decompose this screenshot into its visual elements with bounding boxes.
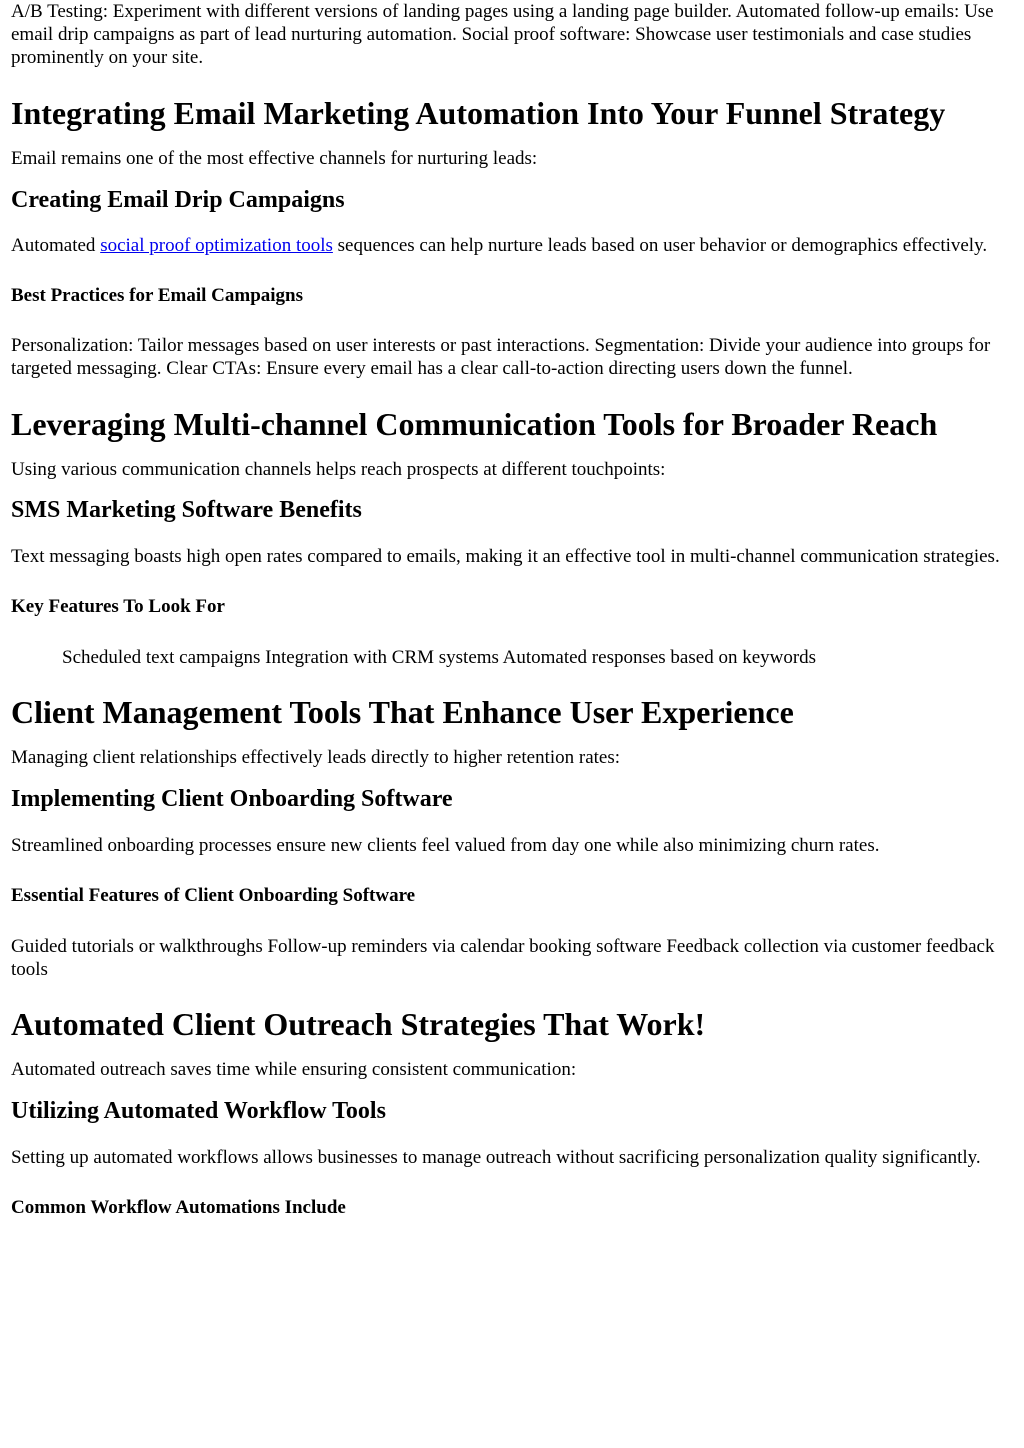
- best-practices-paragraph: Personalization: Tailor messages based on user interests or past interactions. Segmentation: Divide your audience into groups for targeted messaging. Clear CTAs: Ensure every email has a clear call-to-action directing users down the funnel.: [11, 335, 991, 379]
- outreach-section-lead: Automated outreach saves time while ensuring consistent communication:: [11, 1059, 577, 1080]
- intro-paragraph: A/B Testing: Experiment with different versions of landing pages using a landing page builder. Automated follow-up emails: Use email drip campaigns as part of lead nurturing automation. Social proof software: Showcase user testimonials and case studies prominently on your site.: [11, 1, 994, 68]
- onboarding-paragraph: Streamlined onboarding processes ensure new clients feel valued from day one while also minimizing churn rates.: [11, 835, 880, 856]
- common-automations-heading: Common Workflow Automations Include: [11, 1197, 346, 1218]
- multichannel-section-heading: Leveraging Multi-channel Communication Tools for Broader Reach: [11, 406, 938, 442]
- client-section-heading: Client Management Tools That Enhance User Experience: [11, 694, 794, 730]
- client-section-lead: Managing client relationships effectively leads directly to higher retention rates:: [11, 747, 621, 768]
- email-section-lead: Email remains one of the most effective channels for nurturing leads:: [11, 148, 538, 169]
- drip-campaigns-heading: Creating Email Drip Campaigns: [11, 187, 345, 213]
- drip-text-after: sequences can help nurture leads based on user behavior or demographics effectively.: [332, 235, 988, 256]
- social-proof-link[interactable]: social proof optimization tools: [100, 235, 333, 256]
- drip-text-before: Automated: [11, 235, 101, 256]
- workflow-tools-paragraph: Setting up automated workflows allows businesses to manage outreach without sacrificing personalization quality significantly.: [11, 1147, 981, 1168]
- multichannel-section-lead: Using various communication channels helps reach prospects at different touchpoints:: [11, 459, 666, 480]
- best-practices-heading: Best Practices for Email Campaigns: [11, 285, 303, 306]
- workflow-tools-heading: Utilizing Automated Workflow Tools: [11, 1098, 386, 1124]
- key-features-list: Scheduled text campaigns Integration with CRM systems Automated responses based on keywords: [62, 647, 817, 668]
- essential-features-paragraph: Guided tutorials or walkthroughs Follow-up reminders via calendar booking software Feedback collection via customer feedback tools: [11, 936, 995, 980]
- sms-benefits-paragraph: Text messaging boasts high open rates compared to emails, making it an effective tool in multi-channel communication strategies.: [11, 546, 1000, 567]
- email-section-heading: Integrating Email Marketing Automation Into Your Funnel Strategy: [11, 95, 946, 131]
- onboarding-heading: Implementing Client Onboarding Software: [11, 786, 453, 812]
- sms-benefits-heading: SMS Marketing Software Benefits: [11, 497, 362, 523]
- essential-features-heading: Essential Features of Client Onboarding Software: [11, 885, 416, 906]
- drip-campaigns-paragraph: [11, 234, 1013, 257]
- key-features-heading: Key Features To Look For: [11, 596, 225, 617]
- outreach-section-heading: Automated Client Outreach Strategies That Work!: [11, 1006, 706, 1042]
